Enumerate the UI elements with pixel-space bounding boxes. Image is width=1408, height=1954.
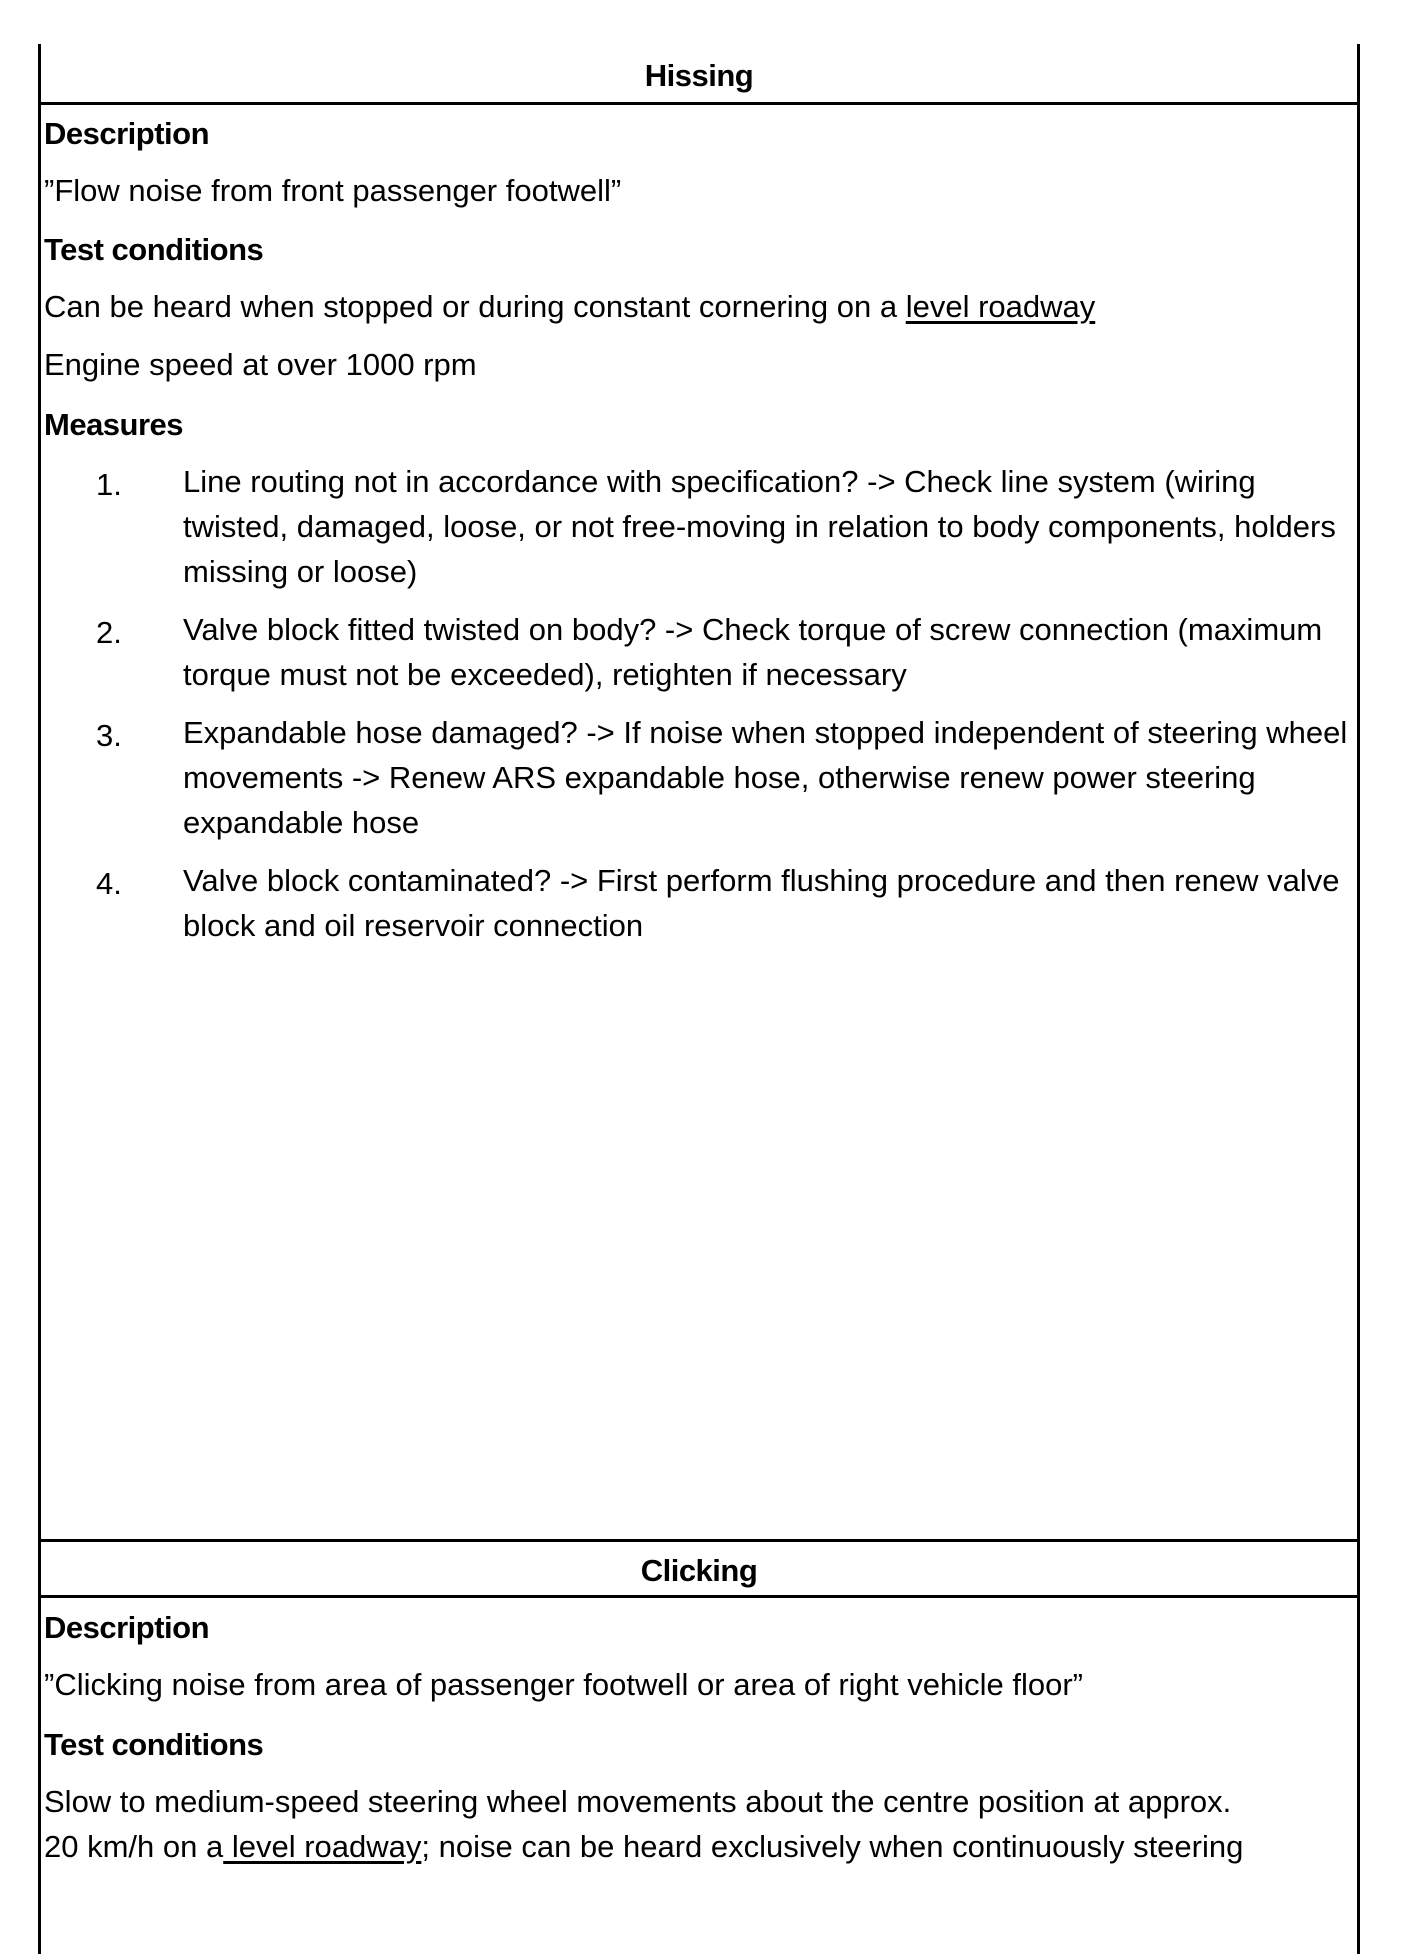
- test-condition-1: [44, 284, 1095, 329]
- section-title-clicking: Clicking: [640, 1553, 758, 1588]
- test-conditions-heading: Test conditions: [44, 1727, 264, 1762]
- test-condition-1-text: Can be heard when stopped or during constant cornering on a: [44, 289, 906, 324]
- description-heading: Description: [44, 1610, 210, 1645]
- measure-item: Valve block contaminated? -> First perform flushing procedure and then renew valve block and oil reservoir connection: [183, 863, 1340, 943]
- test-condition-line-1: Slow to medium-speed steering wheel movements about the centre position at approx.: [44, 1784, 1232, 1819]
- measure-item: Expandable hose damaged? -> If noise when stopped independent of steering wheel movements -> Renew ARS expandable hose, otherwise renew power steering expandable hose: [183, 715, 1348, 840]
- divider: [38, 1595, 1360, 1598]
- measure-number: 3.: [96, 718, 122, 753]
- description-heading: Description: [44, 116, 210, 151]
- test-condition-line-2: [44, 1824, 1243, 1869]
- measure-item: Valve block fitted twisted on body? -> Check torque of screw connection (maximum torque must not be exceeded), retighten if necessary: [183, 612, 1323, 692]
- test-condition-text: 20 km/h on a: [44, 1829, 224, 1864]
- measure-item: Line routing not in accordance with specification? -> Check line system (wiring twisted, damaged, loose, or not free-moving in relation to body components, holders missing or loose): [183, 464, 1336, 589]
- divider: [38, 1539, 1360, 1542]
- divider: [38, 102, 1360, 105]
- level-roadway-link[interactable]: level roadway: [905, 289, 1096, 324]
- measure-number: 2.: [96, 615, 122, 650]
- test-condition-text: ; noise can be heard exclusively when continuously steering: [421, 1829, 1244, 1864]
- test-conditions-heading: Test conditions: [44, 232, 264, 267]
- section-title-hissing: Hissing: [644, 58, 754, 93]
- measure-number: 1.: [96, 467, 122, 502]
- measure-number: 4.: [96, 866, 122, 901]
- description-text: ”Flow noise from front passenger footwell”: [44, 173, 622, 208]
- measures-heading: Measures: [44, 407, 184, 442]
- description-text: ”Clicking noise from area of passenger footwell or area of right vehicle floor”: [44, 1667, 1083, 1702]
- test-condition-2: Engine speed at over 1000 rpm: [44, 347, 477, 382]
- level-roadway-link[interactable]: level roadway: [223, 1829, 422, 1864]
